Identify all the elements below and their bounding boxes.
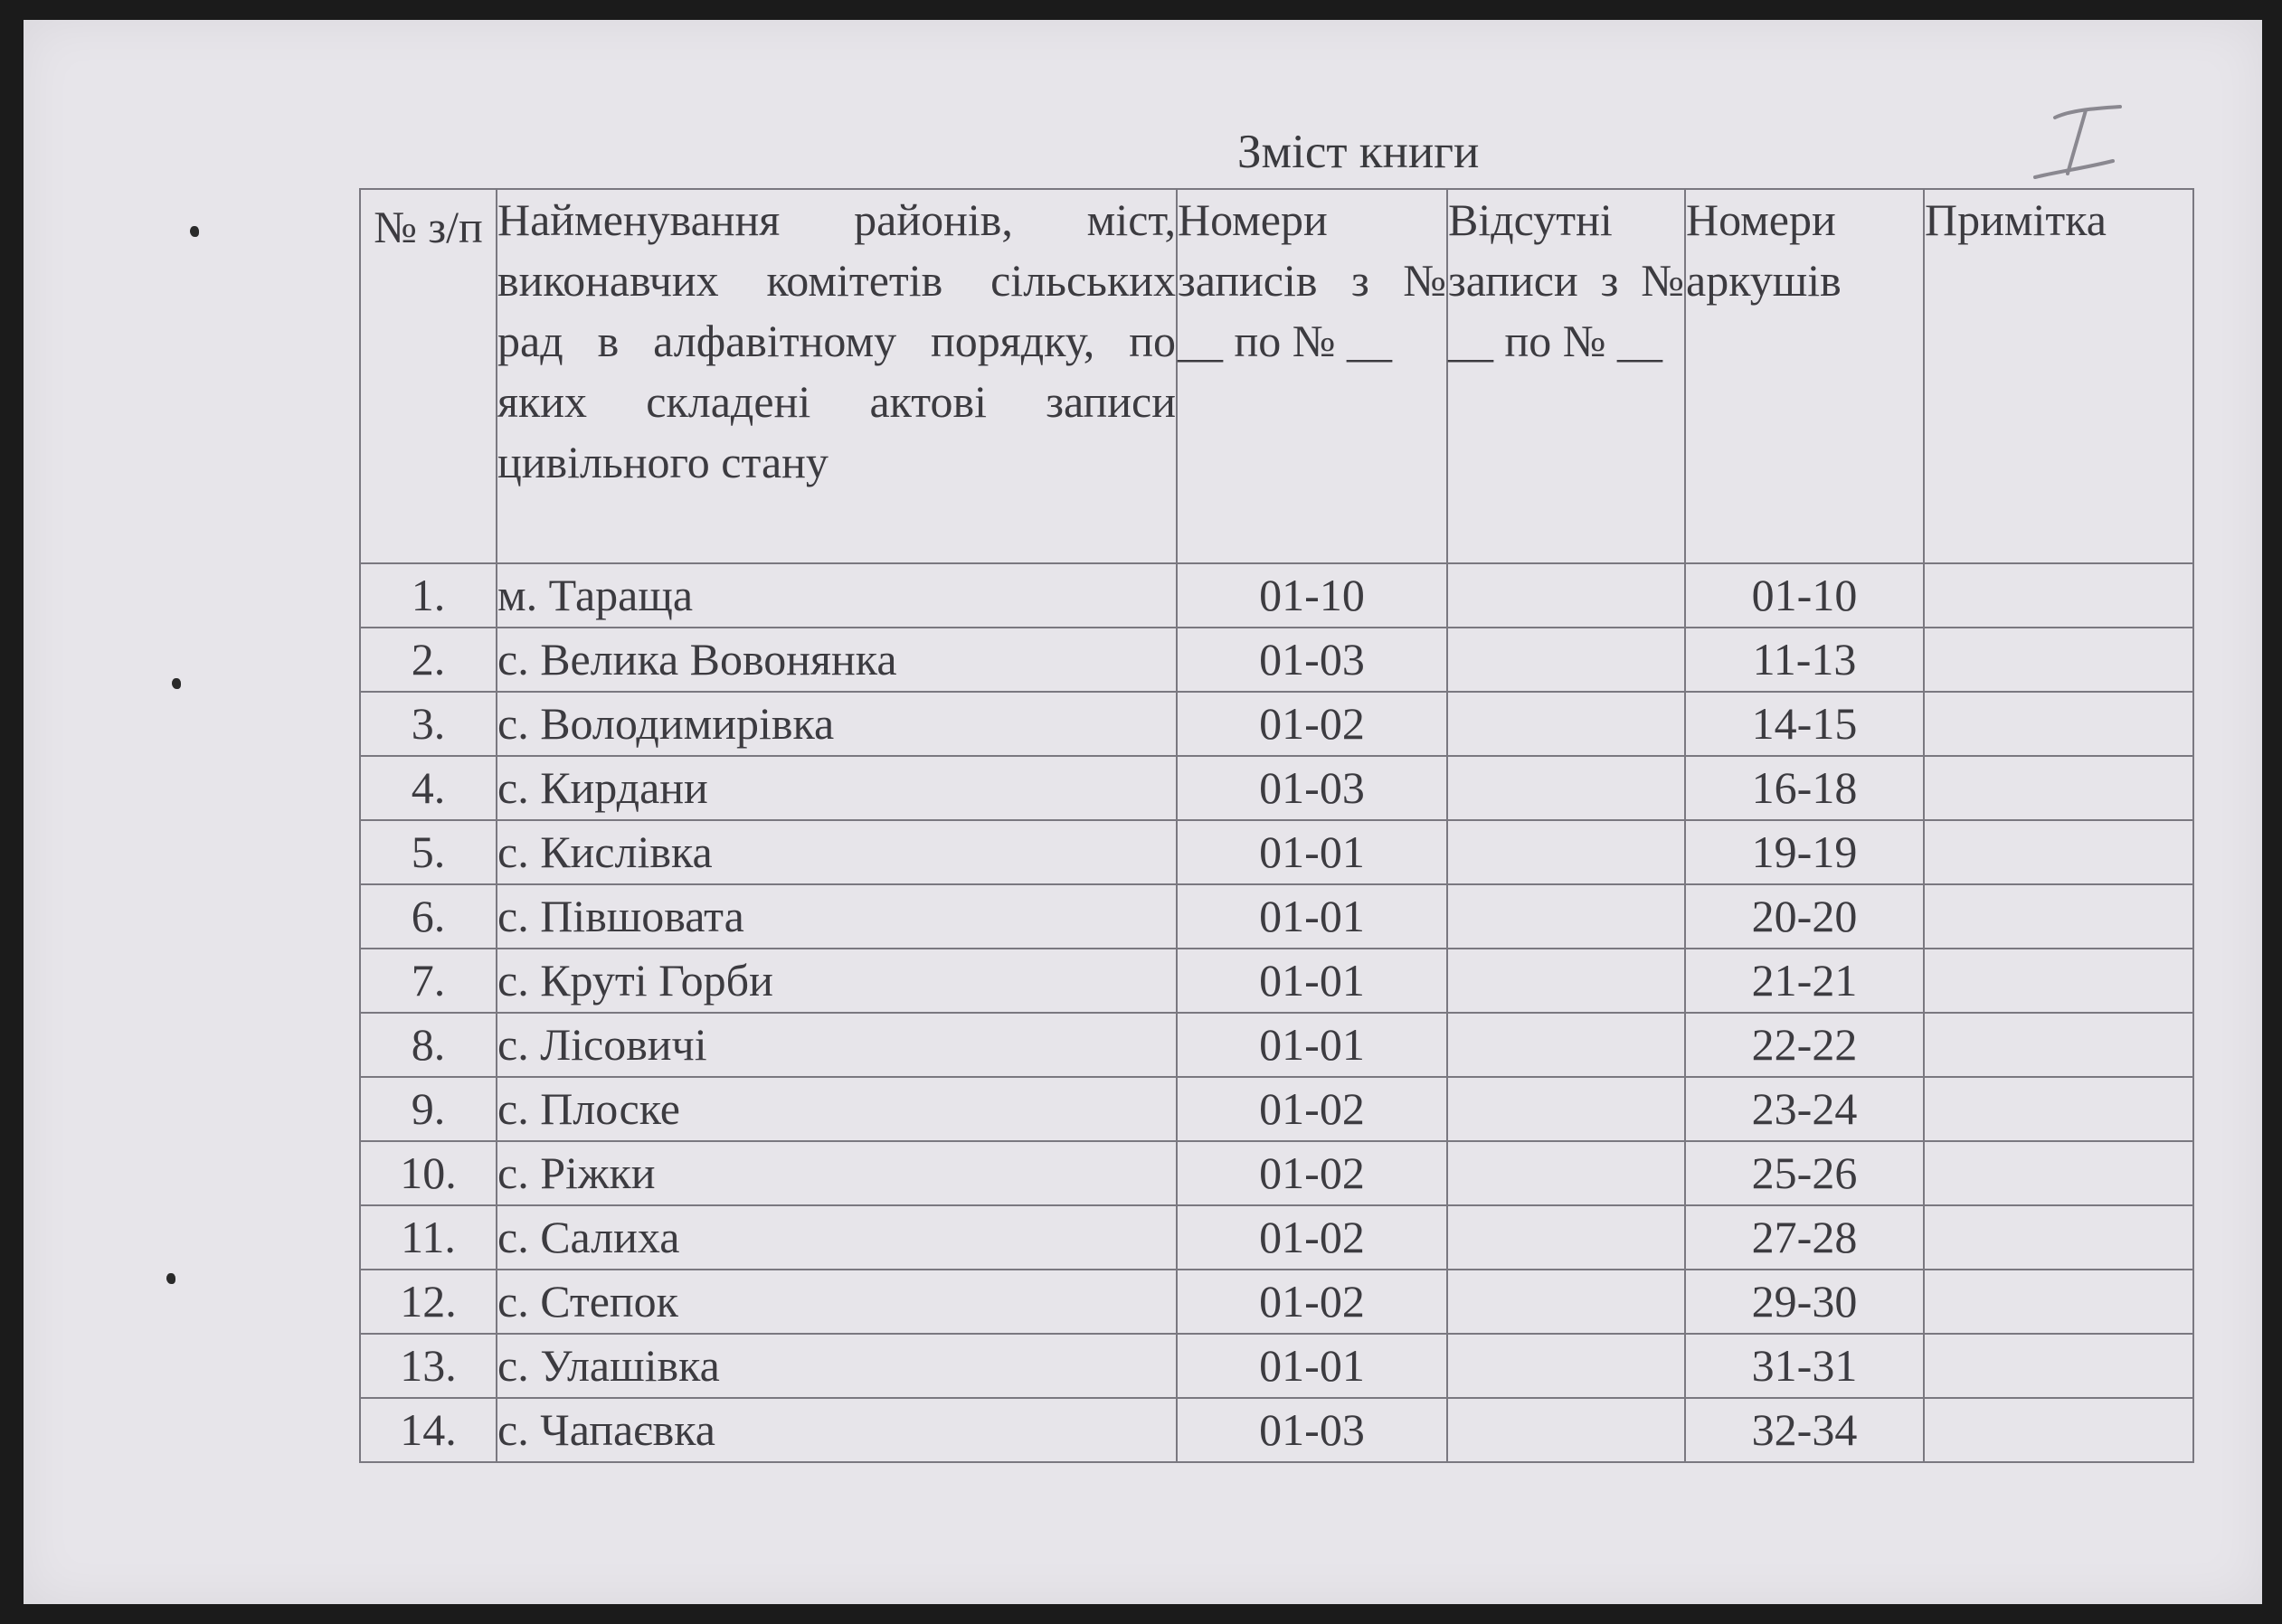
sheet-numbers: 29-30 (1685, 1270, 1924, 1334)
sheet-numbers: 11-13 (1685, 628, 1924, 692)
missing-records (1447, 1398, 1685, 1462)
settlement-name: с. Кислівка (497, 820, 1177, 884)
table-row (360, 1398, 2193, 1462)
column-header-missing: Відсутні записи з № __ по № __ (1447, 189, 1685, 563)
records-range: 01-03 (1177, 628, 1447, 692)
settlement-name: с. Велика Вовонянка (497, 628, 1177, 692)
table-row (360, 949, 2193, 1013)
note-cell (1924, 563, 2193, 628)
settlement-name: с. Степок (497, 1270, 1177, 1334)
row-number: 13. (360, 1334, 497, 1398)
records-range: 01-01 (1177, 884, 1447, 949)
missing-records (1447, 1205, 1685, 1270)
table-row (360, 628, 2193, 692)
column-header-name: Найменування районів, міст, виконавчих комітетів сільських рад в алфавітному порядку, по яких складені актові записи цивільного стану (497, 189, 1177, 563)
sheet-numbers: 14-15 (1685, 692, 1924, 756)
settlement-name: с. Чапаєвка (497, 1398, 1177, 1462)
column-header-sheets: Номери аркушів (1685, 189, 1924, 563)
settlement-name: с. Улашівка (497, 1334, 1177, 1398)
punch-hole-mark (166, 1273, 175, 1284)
note-cell (1924, 1141, 2193, 1205)
note-cell (1924, 884, 2193, 949)
note-cell (1924, 692, 2193, 756)
missing-records (1447, 1270, 1685, 1334)
row-number: 1. (360, 563, 497, 628)
note-cell (1924, 628, 2193, 692)
note-cell (1924, 820, 2193, 884)
missing-records (1447, 949, 1685, 1013)
sheet-numbers: 01-10 (1685, 563, 1924, 628)
settlement-name: с. Півшовата (497, 884, 1177, 949)
settlement-name: с. Плоске (497, 1077, 1177, 1141)
note-cell (1924, 949, 2193, 1013)
records-range: 01-02 (1177, 1205, 1447, 1270)
records-range: 01-10 (1177, 563, 1447, 628)
row-number: 12. (360, 1270, 497, 1334)
records-range: 01-02 (1177, 1141, 1447, 1205)
sheet-numbers: 32-34 (1685, 1398, 1924, 1462)
records-range: 01-01 (1177, 1334, 1447, 1398)
missing-records (1447, 1077, 1685, 1141)
missing-records (1447, 628, 1685, 692)
row-number: 7. (360, 949, 497, 1013)
sheet-numbers: 22-22 (1685, 1013, 1924, 1077)
missing-records (1447, 1141, 1685, 1205)
sheet-numbers: 23-24 (1685, 1077, 1924, 1141)
row-number: 10. (360, 1141, 497, 1205)
table-row (360, 756, 2193, 820)
column-header-records: Номери записів з № __ по № __ (1177, 189, 1447, 563)
table-row (360, 884, 2193, 949)
missing-records (1447, 1334, 1685, 1398)
settlement-name: с. Кирдани (497, 756, 1177, 820)
punch-hole-mark (172, 678, 181, 689)
missing-records (1447, 884, 1685, 949)
settlement-name: с. Салиха (497, 1205, 1177, 1270)
table-row (360, 1205, 2193, 1270)
punch-hole-mark (190, 226, 199, 237)
note-cell (1924, 1077, 2193, 1141)
records-range: 01-03 (1177, 756, 1447, 820)
note-cell (1924, 1013, 2193, 1077)
table-row (360, 1334, 2193, 1398)
note-cell (1924, 1398, 2193, 1462)
missing-records (1447, 820, 1685, 884)
page-title: Зміст книги (1237, 126, 1480, 178)
contents-table (359, 188, 2194, 1463)
row-number: 6. (360, 884, 497, 949)
missing-records (1447, 1013, 1685, 1077)
settlement-name: м. Тараща (497, 563, 1177, 628)
records-range: 01-02 (1177, 1270, 1447, 1334)
records-range: 01-02 (1177, 692, 1447, 756)
settlement-name: с. Володимирівка (497, 692, 1177, 756)
sheet-numbers: 31-31 (1685, 1334, 1924, 1398)
sheet-numbers: 19-19 (1685, 820, 1924, 884)
row-number: 2. (360, 628, 497, 692)
table-row (360, 1270, 2193, 1334)
column-header-note: Примітка (1924, 189, 2193, 563)
records-range: 01-02 (1177, 1077, 1447, 1141)
row-number: 14. (360, 1398, 497, 1462)
settlement-name: с. Круті Горби (497, 949, 1177, 1013)
sheet-numbers: 27-28 (1685, 1205, 1924, 1270)
sheet-numbers: 16-18 (1685, 756, 1924, 820)
settlement-name: с. Ріжки (497, 1141, 1177, 1205)
note-cell (1924, 756, 2193, 820)
row-number: 3. (360, 692, 497, 756)
table-row (360, 820, 2193, 884)
note-cell (1924, 1270, 2193, 1334)
row-number: 8. (360, 1013, 497, 1077)
table-row (360, 1013, 2193, 1077)
row-number: 5. (360, 820, 497, 884)
settlement-name: с. Лісовичі (497, 1013, 1177, 1077)
table-row (360, 692, 2193, 756)
row-number: 9. (360, 1077, 497, 1141)
row-number: 4. (360, 756, 497, 820)
sheet-numbers: 25-26 (1685, 1141, 1924, 1205)
missing-records (1447, 692, 1685, 756)
missing-records (1447, 756, 1685, 820)
records-range: 01-01 (1177, 949, 1447, 1013)
records-range: 01-03 (1177, 1398, 1447, 1462)
records-range: 01-01 (1177, 1013, 1447, 1077)
note-cell (1924, 1205, 2193, 1270)
records-range: 01-01 (1177, 820, 1447, 884)
missing-records (1447, 563, 1685, 628)
note-cell (1924, 1334, 2193, 1398)
sheet-numbers: 21-21 (1685, 949, 1924, 1013)
sheet-numbers: 20-20 (1685, 884, 1924, 949)
table-row (360, 1077, 2193, 1141)
table-row (360, 563, 2193, 628)
table-row (360, 1141, 2193, 1205)
table-header-row (360, 189, 2193, 563)
row-number: 11. (360, 1205, 497, 1270)
column-header-number: № з/п (360, 189, 497, 563)
handwritten-page-mark (2030, 101, 2129, 183)
